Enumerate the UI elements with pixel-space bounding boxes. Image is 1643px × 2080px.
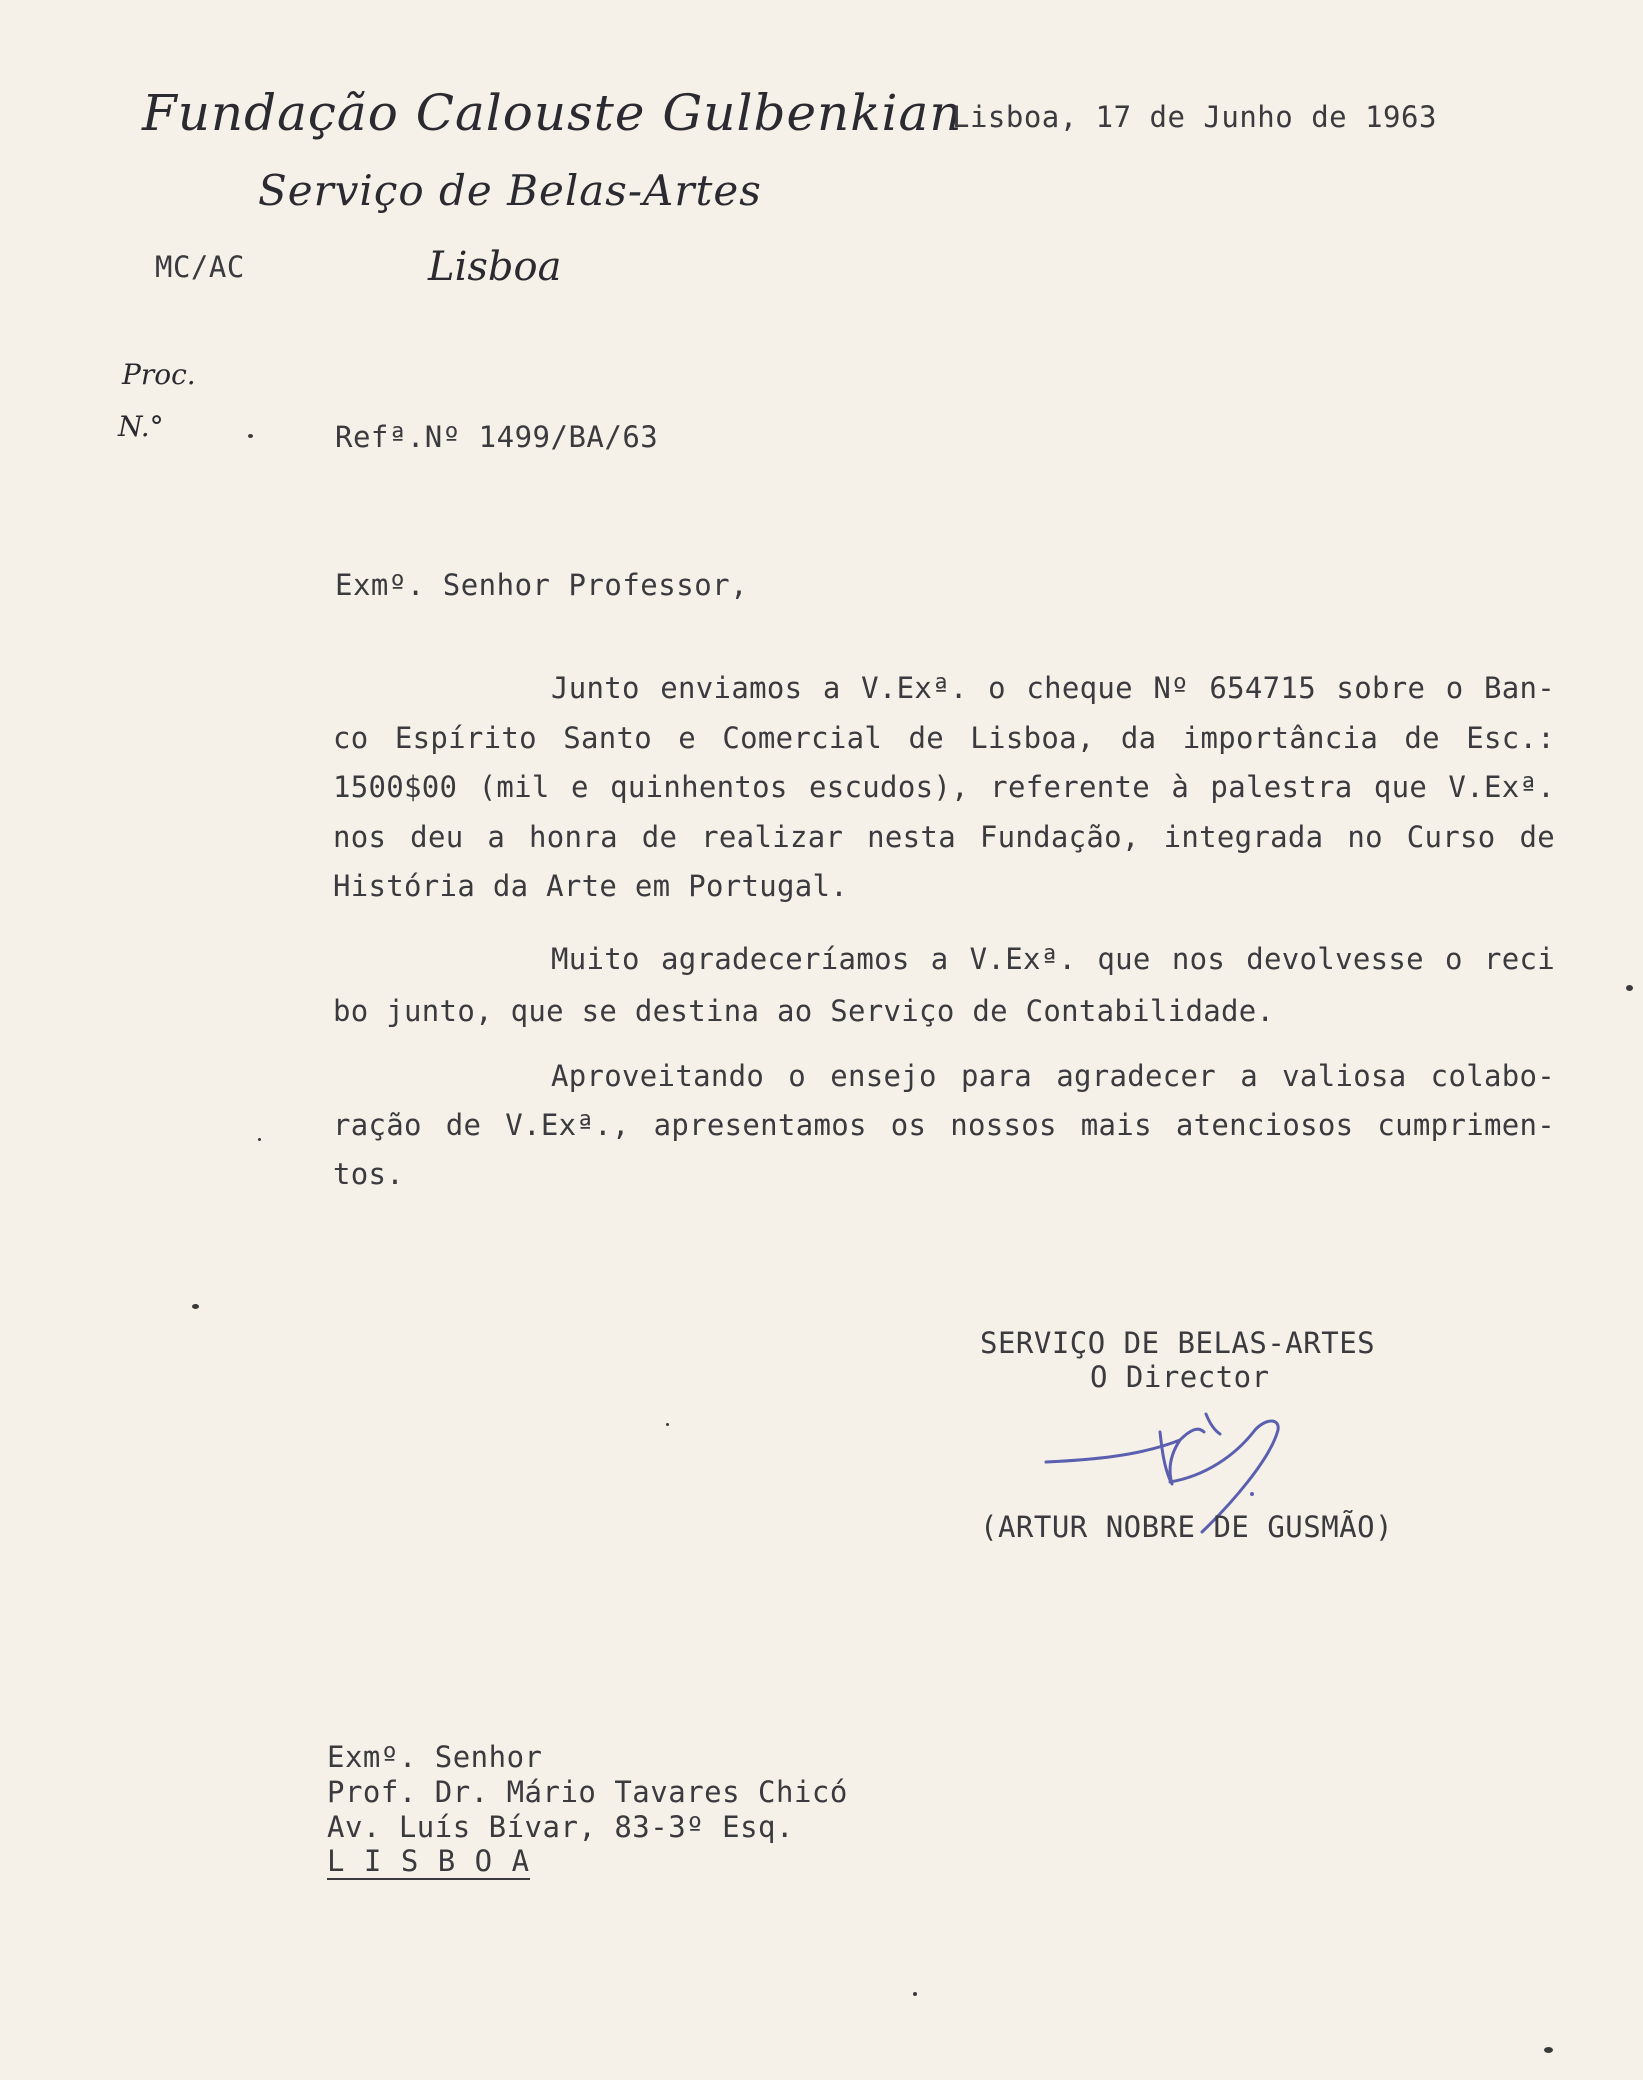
body-paragraph-1	[333, 664, 1555, 912]
paragraph-line: bo junto, que se destina ao Serviço de Contabilidade.	[333, 994, 1275, 1028]
paper-speck	[248, 434, 253, 438]
letter-date: Lisboa, 17 de Junho de 1963	[952, 100, 1437, 134]
paragraph-line: nos deu a honra de realizar nesta Fundação, integrada no Curso de	[333, 819, 1555, 854]
paragraph-line: Junto enviamos a V.Exª. o cheque Nº 654715 sobre o Ban-	[551, 671, 1555, 705]
paragraph-line: Muito agradeceríamos a V.Exª. que nos devolvesse o reci	[551, 942, 1555, 976]
recipient-name: Prof. Dr. Mário Tavares Chicó	[327, 1775, 848, 1809]
letter-salutation: Exmº. Senhor Professor,	[335, 568, 749, 602]
paragraph-line: 1500$00 (mil e quinhentos escudos), referente à palestra que V.Exª.	[333, 770, 1555, 804]
letter-initials: MC/AC	[155, 250, 245, 284]
paper-speck	[1544, 2047, 1553, 2053]
letterhead-department: Serviço de Belas-Artes	[258, 166, 762, 215]
paragraph-line: ração de V.Exª., apresentamos os nossos mais atenciosos cumprimen-	[333, 1108, 1555, 1142]
letterhead-city: Lisboa	[428, 244, 562, 290]
signature-name: (ARTUR NOBRE DE GUSMÃO)	[980, 1510, 1394, 1544]
signature-department: SERVIÇO DE BELAS-ARTES	[980, 1326, 1376, 1360]
recipient-city: L I S B O A	[327, 1844, 531, 1878]
paper-speck	[1626, 985, 1633, 991]
paper-speck	[913, 1992, 917, 1996]
paper-speck	[258, 1138, 261, 1141]
paper-speck	[192, 1304, 199, 1309]
paragraph-line: História da Arte em Portugal.	[333, 869, 849, 903]
body-paragraph-3	[333, 1052, 1555, 1199]
letterhead-organization: Fundação Calouste Gulbenkian	[142, 84, 963, 142]
paper-speck	[666, 1423, 669, 1426]
recipient-address: Av. Luís Bívar, 83-3º Esq.	[327, 1810, 794, 1844]
paragraph-line: Aproveitando o ensejo para agradecer a valiosa colabo-	[551, 1059, 1555, 1093]
paragraph-line: tos.	[333, 1157, 405, 1191]
letter-reference: Refª.Nº 1499/BA/63	[335, 420, 659, 454]
recipient-salutation: Exmº. Senhor	[327, 1740, 543, 1774]
paragraph-line: co Espírito Santo e Comercial de Lisboa, da importância de Esc.:	[333, 720, 1555, 755]
number-label: N.°	[118, 410, 164, 443]
signature-title: O Director	[1090, 1360, 1270, 1394]
body-paragraph-2	[333, 933, 1555, 1037]
proc-label: Proc.	[122, 358, 196, 391]
